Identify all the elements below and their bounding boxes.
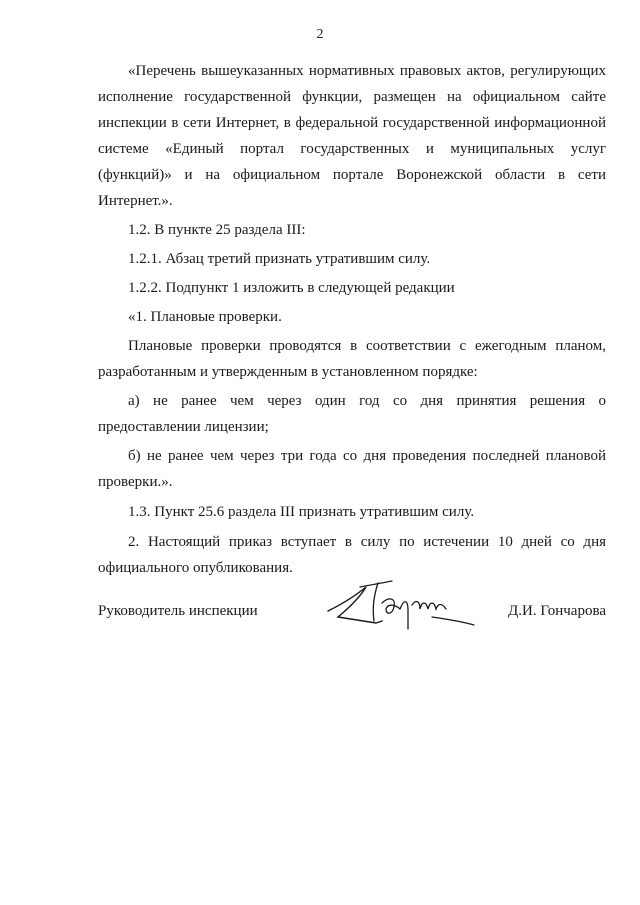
- paragraph-1-2-2: 1.2.2. Подпункт 1 изложить в следующей редакции: [128, 280, 455, 296]
- paragraph-planned-inspections: Плановые проверки проводятся в соответствии с ежегодным планом, разработанным и утвержденным в установленном порядке:: [98, 338, 606, 380]
- page-number: 2: [316, 27, 324, 42]
- paragraph-2-effective-date: 2. Настоящий приказ вступает в силу по истечении 10 дней со дня официального опубликования.: [98, 534, 606, 576]
- paragraph-1-2-1: 1.2.1. Абзац третий признать утратившим силу.: [128, 251, 431, 267]
- signer-position: Руководитель инспекции: [98, 603, 258, 619]
- signer-name: Д.И. Гончарова: [508, 603, 606, 619]
- paragraph-item-b: б) не ранее чем через три года со дня проведения последней плановой проверки.».: [98, 448, 606, 490]
- paragraph-planned-inspections-title: «1. Плановые проверки.: [128, 309, 282, 325]
- paragraph-1-3: 1.3. Пункт 25.6 раздела III признать утратившим силу.: [128, 504, 475, 520]
- paragraph-item-a: а) не ранее чем через один год со дня принятия решения о предоставлении лицензии;: [98, 393, 606, 435]
- paragraph-1-2: 1.2. В пункте 25 раздела III:: [128, 222, 306, 238]
- paragraph-list-publication: «Перечень вышеуказанных нормативных правовых актов, регулирующих исполнение государственной функции, размещен на официальном сайте инспекции в сети Интернет, в федеральной государственной информационной системе «Единый портал государственных и муниципальных услуг (функций)» и на официальном портале Воронежской области в сети Интернет.».: [98, 63, 606, 209]
- document-body: [98, 58, 606, 581]
- signature-block: [98, 577, 606, 657]
- handwritten-signature: [320, 577, 480, 647]
